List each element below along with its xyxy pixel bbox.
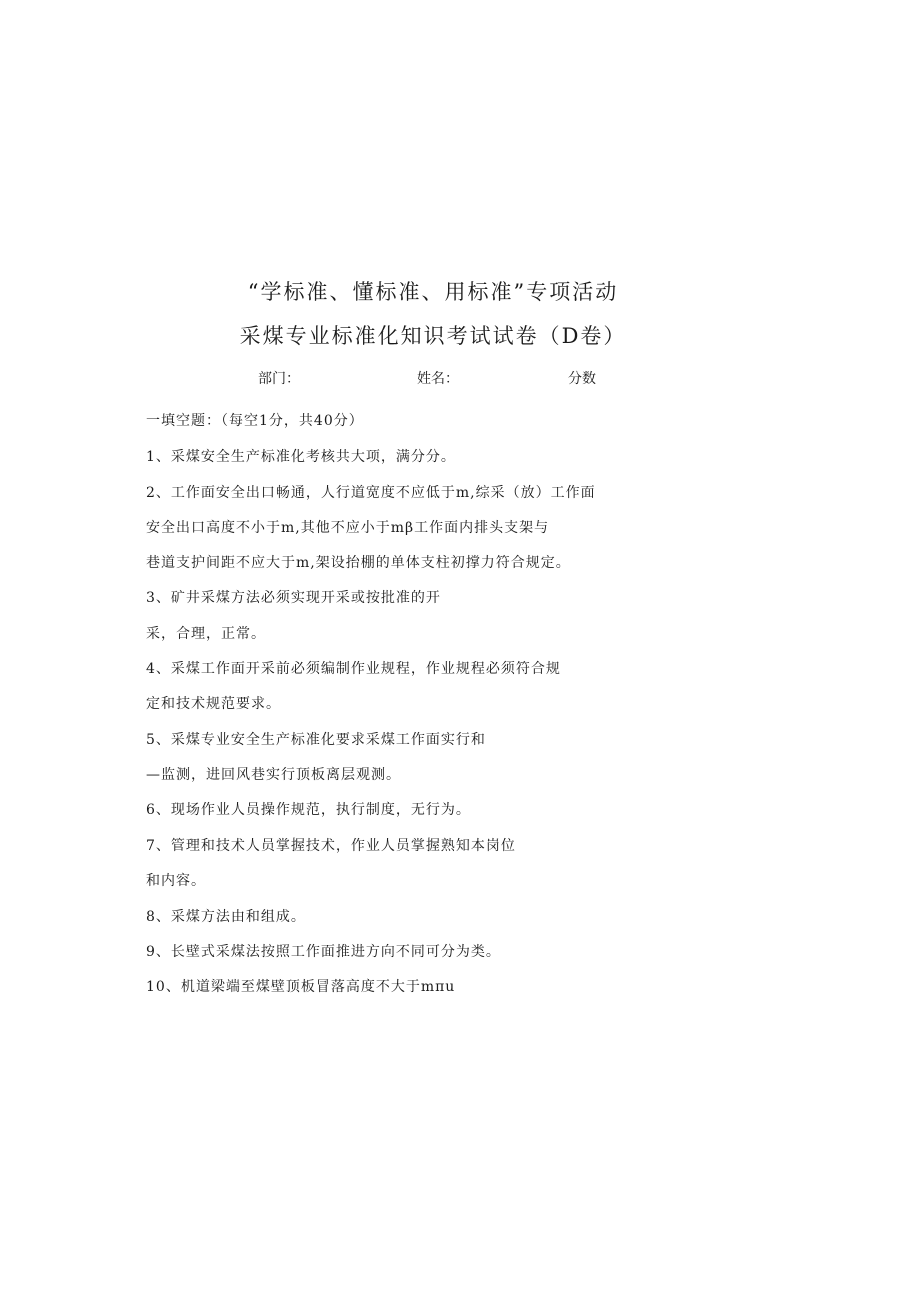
question-2-line-3: 巷道支护间距不应大于m,架设抬棚的单体支柱初撑力符合规定。 [146,555,571,571]
exam-title-line-1: “学标准、懂标准、用标准”专项活动 [247,280,619,304]
score-label: 分数 [568,371,596,387]
question-3-line-1: 3、矿井采煤方法必须实现开采或按批准的开 [146,590,441,606]
question-6: 6、现场作业人员操作规范，执行制度，无行为。 [146,802,471,818]
question-5-line-1: 5、采煤专业安全生产标准化要求采煤工作面实行和 [146,732,486,748]
question-8: 8、采煤方法由和组成。 [146,909,306,925]
name-label: 姓名： [417,371,459,387]
exam-title-line-2: 采煤专业标准化知识考试试卷（D卷） [239,324,627,348]
question-5-line-2: —监测，进回风巷实行顶板离层观测。 [146,767,401,783]
question-2-line-2: 安全出口高度不小于m,其他不应小于mβ工作面内排头支架与 [146,520,550,536]
section-heading: 一填空题：（每空1分，共40分） [146,413,364,429]
question-4-line-1: 4、采煤工作面开采前必须编制作业规程，作业规程必须符合规 [146,661,561,677]
question-9: 9、长壁式采煤法按照工作面推进方向不同可分为类。 [146,944,501,960]
question-10: 10、机道梁端至煤壁顶板冒落高度不大于mπu [146,979,456,995]
question-7-line-1: 7、管理和技术人员掌握技术，作业人员掌握熟知本岗位 [146,838,516,854]
question-1: 1、采煤安全生产标准化考核共大项，满分分。 [146,449,456,465]
question-7-line-2: 和内容。 [146,873,206,889]
question-4-line-2: 定和技术规范要求。 [146,696,281,712]
question-3-line-2: 采，合理，正常。 [146,626,266,642]
department-label: 部门： [258,371,300,387]
question-2-line-1: 2、工作面安全出口畅通，人行道宽度不应低于m,综采（放）工作面 [146,485,596,501]
